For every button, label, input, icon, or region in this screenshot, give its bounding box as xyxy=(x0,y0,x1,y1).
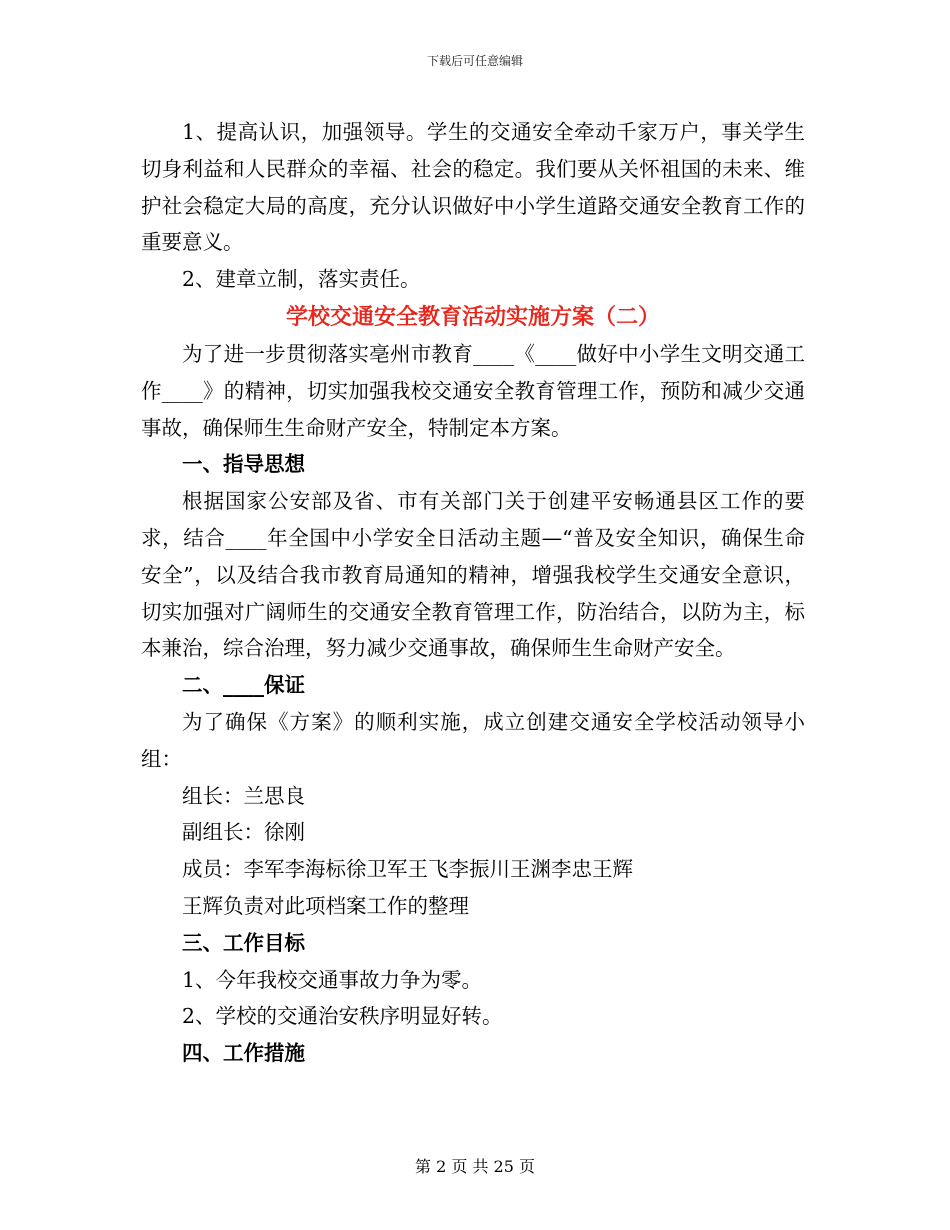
paragraph-guiding-thought: 根据国家公安部及省、市有关部门关于创建平安畅通县区工作的要求，结合____年全国中小学安全日活动主题—“普及安全知识，确保生命安全”，以及结合我市教育局通知的精神，增强我校学生交通安全意识，切实加强对广阔师生的交通安全教育管理工作，防治结合，以防为主，标本兼治，综合治理，努力减少交通事故，确保师生生命财产安全。 xyxy=(141,489,805,661)
deputy-leader-line: 副组长：徐刚 xyxy=(182,820,305,845)
section-heading-guarantee: 二、____保证 xyxy=(182,673,305,698)
paragraph-rules-responsibility: 2、建章立制，落实责任。 xyxy=(182,267,421,292)
page-footer-page-number: 第 2 页 共 25 页 xyxy=(415,1157,535,1176)
section-heading-measures: 四、工作措施 xyxy=(182,1041,305,1066)
document-body xyxy=(141,114,805,1072)
goal-item-2: 2、学校的交通治安秩序明显好转。 xyxy=(182,1004,503,1029)
members-line: 成员：李军李海标徐卫军王飞李振川王渊李忠王辉 xyxy=(182,857,633,882)
section-heading-guiding-thought: 一、指导思想 xyxy=(182,452,305,477)
page-header: 下载后可任意编辑 xyxy=(426,54,523,68)
archive-responsibility-line: 王辉负责对此项档案工作的整理 xyxy=(182,893,469,918)
paragraph-intro: 为了进一步贯彻落实亳州市教育____《____做好中小学生文明交通工作____》的精神，切实加强我校交通安全教育管理工作，预防和减少交通事故，确保师生生命财产安全，特制定本方案。 xyxy=(141,341,805,440)
section-heading-goals: 三、工作目标 xyxy=(182,930,305,955)
goal-item-1: 1、今年我校交通事故力争为零。 xyxy=(182,967,483,992)
paragraph-raise-awareness: 1、提高认识，加强领导。学生的交通安全牵动千家万户，事关学生切身利益和人民群众的幸福、社会的稳定。我们要从关怀祖国的未来、维护社会稳定大局的高度，充分认识做好中小学生道路交通安全教育工作的重要意义。 xyxy=(141,120,805,255)
document-title: 学校交通安全教育活动实施方案（二） xyxy=(285,303,660,330)
team-leader-line: 组长：兰思良 xyxy=(182,783,305,808)
paragraph-guarantee: 为了确保《方案》的顺利实施，成立创建交通安全学校活动领导小组： xyxy=(141,709,805,771)
